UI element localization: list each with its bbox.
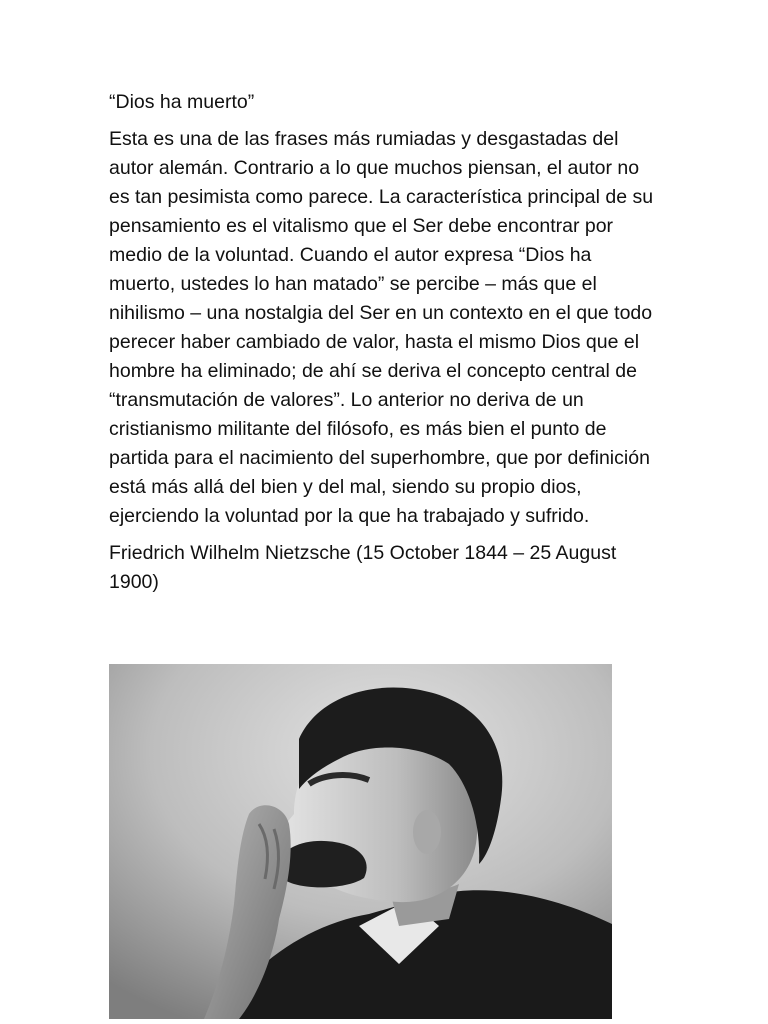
portrait-photo [109, 664, 612, 1019]
body-paragraph: Esta es una de las frases más rumiadas y desgastadas del autor alemán. Contrario a lo que muchos piensan, el autor no es tan pesimista como parece. La característica principal de su pensamiento es el vitalismo que el Ser debe encontrar por medio de la voluntad. Cuando el autor expresa “Dios ha muerto, ustedes lo han matado” se percibe – más que el nihilismo – una nostalgia del Ser en un contexto en el que todo perecer haber cambiado de valor, hasta el mismo Dios que el hombre ha eliminado; de ahí se deriva el concepto central de “transmutación de valores”. Lo anterior no deriva de un cristianismo militante del filósofo, es más bien el punto de partida para el nacimiento del superhombre, que por definición está más allá del bien y del mal, siendo su propio dios, ejerciendo la voluntad por la que ha trabajado y sufrido. [109, 128, 654, 527]
portrait-illustration [109, 664, 612, 1019]
document-page [109, 88, 659, 597]
photo-caption: Friedrich Wilhelm Nietzsche (15 October 1844 – 25 August 1900) [109, 542, 617, 593]
ear-shape [413, 810, 441, 854]
quote-title: “Dios ha muerto” [109, 91, 255, 113]
